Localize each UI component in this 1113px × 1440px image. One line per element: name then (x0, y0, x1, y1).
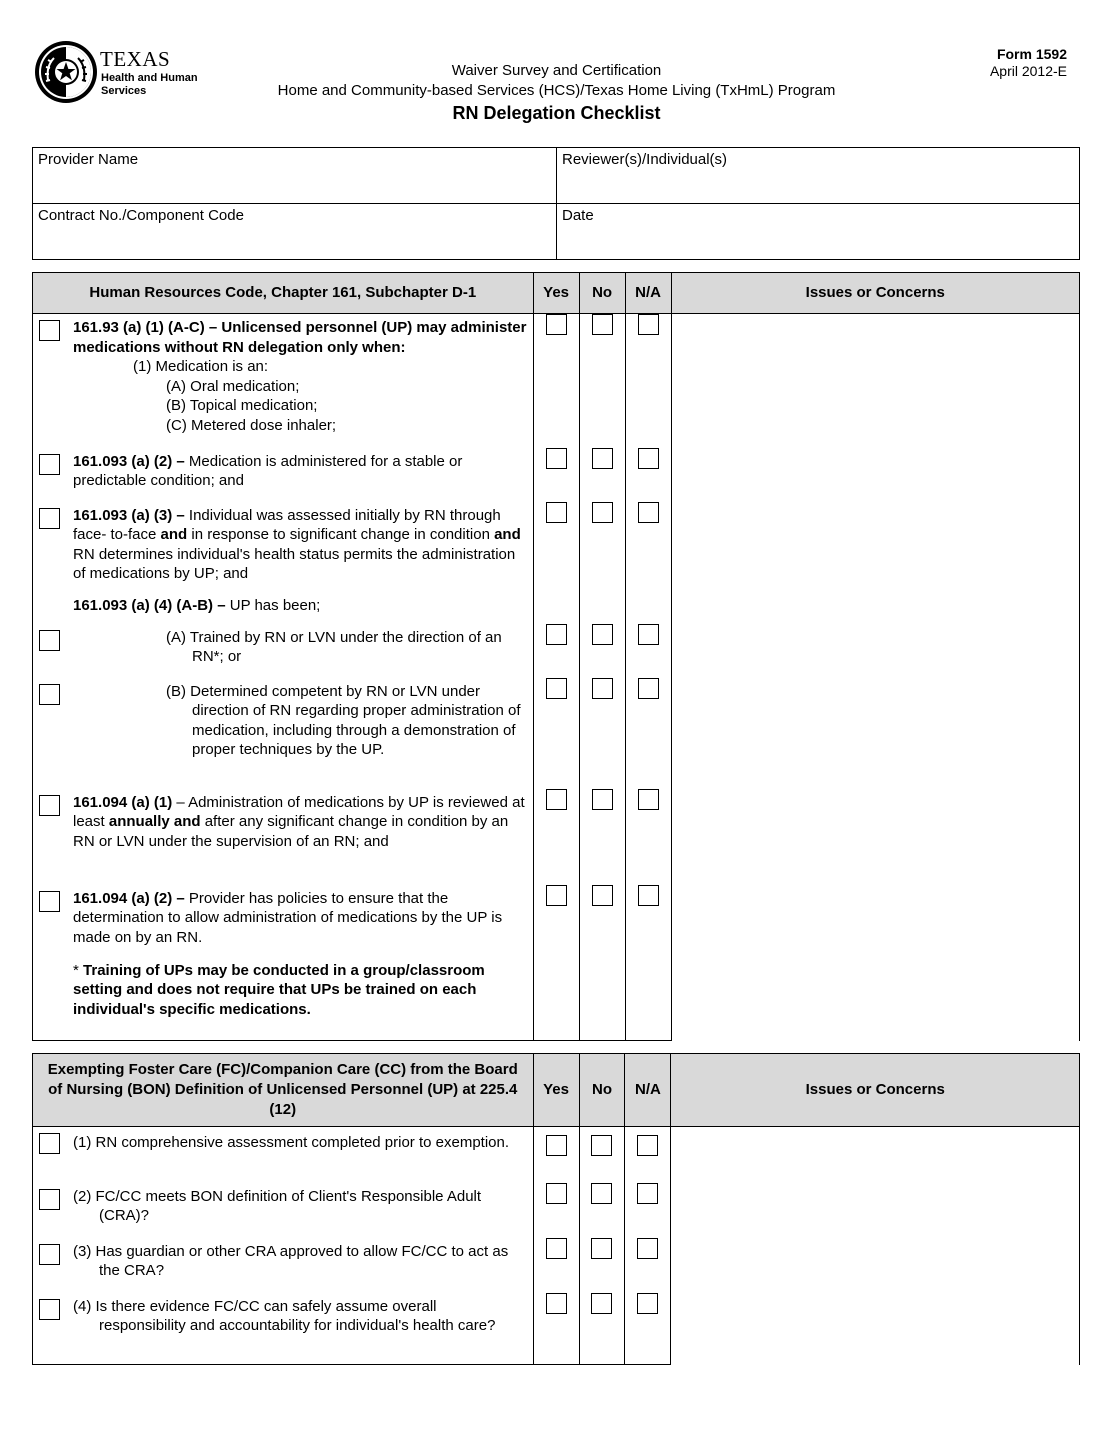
item-emphasis: annually and (108, 813, 201, 831)
form-number: Form 1592 (996, 46, 1067, 62)
row-checkbox[interactable] (39, 684, 60, 705)
yes-checkbox[interactable] (546, 448, 567, 469)
no-checkbox[interactable] (592, 678, 613, 699)
item-text: after any significant change in condition by an RN or LVN under the supervision of an RN; and (73, 813, 509, 850)
yes-checkbox[interactable] (546, 624, 567, 645)
col-na-header: N/A (625, 273, 671, 314)
item-text: Medication is administered for a stable or predictable condition; and (73, 452, 463, 490)
contract-no-label: Contract No./Component Code (38, 207, 244, 224)
na-checkbox[interactable] (637, 1238, 658, 1259)
na-checkbox[interactable] (637, 1293, 658, 1314)
form-number-block (990, 46, 1067, 80)
item-code: 161.093 (a) (4) (A-B) – (73, 596, 226, 614)
na-checkbox[interactable] (638, 678, 659, 699)
item-text: (2) FC/CC meets BON definition of Client's Responsible Adult (CRA)? (73, 1187, 482, 1225)
contract-no-field[interactable] (33, 204, 557, 260)
item-code: 161.93 (a) (1) (A-C) – Unlicensed personnel (UP) may administer medications without RN delegation only when: (73, 319, 527, 356)
date-field[interactable] (557, 204, 1080, 260)
item-text: UP has been; (225, 596, 321, 614)
footnote-text: Training of UPs may be conducted in a group/classroom setting and does not require that UPs be trained on each individual's specific medications. (73, 961, 485, 1018)
col-no-header: No (579, 273, 625, 314)
na-checkbox[interactable] (637, 1135, 658, 1156)
row-checkbox[interactable] (39, 1133, 60, 1154)
na-checkbox[interactable] (638, 314, 659, 335)
no-checkbox[interactable] (591, 1135, 612, 1156)
item-code: 161.093 (a) (2) – (73, 452, 185, 470)
item-text: (B) Determined competent by RN or LVN under direction of RN regarding proper administration of medication, including through a demonstration of proper techniques by the UP. (166, 682, 521, 759)
col-yes-header: Yes (533, 1054, 579, 1127)
item-code: 161.094 (a) (1) (73, 793, 173, 811)
na-checkbox[interactable] (638, 789, 659, 810)
item-text: RN determines individual's health status permits the administration of medications by UP; and (73, 545, 516, 583)
yes-checkbox[interactable] (546, 885, 567, 906)
table-row (33, 314, 1080, 448)
na-checkbox[interactable] (638, 502, 659, 523)
table-row (33, 1127, 1080, 1183)
item-sub: (1) Medication is an: (133, 358, 269, 376)
na-checkbox[interactable] (638, 624, 659, 645)
row-checkbox[interactable] (39, 508, 60, 529)
logo-title: TEXAS (100, 47, 171, 71)
col-no-header: No (579, 1054, 625, 1127)
row-checkbox[interactable] (39, 320, 60, 341)
page-title: RN Delegation Checklist (452, 103, 661, 123)
na-checkbox[interactable] (637, 1183, 658, 1204)
row-checkbox[interactable] (39, 891, 60, 912)
col-issues-header: Issues or Concerns (671, 273, 1079, 314)
info-table (32, 147, 1080, 260)
logo-subtitle-line2: Services (101, 85, 147, 97)
section2-header: Exempting Foster Care (FC)/Companion Care (CC) from the Board of Nursing (BON) Definition of Unlicensed Personnel (UP) at 225.4 (12) (33, 1054, 534, 1127)
col-na-header: N/A (625, 1054, 671, 1127)
no-checkbox[interactable] (592, 624, 613, 645)
no-checkbox[interactable] (592, 314, 613, 335)
section2-table (32, 1053, 1080, 1365)
row-checkbox[interactable] (39, 1189, 60, 1210)
section1-table (32, 272, 1080, 1041)
item-text: (A) Trained by RN or LVN under the direction of an RN*; or (166, 628, 502, 666)
no-checkbox[interactable] (591, 1293, 612, 1314)
na-checkbox[interactable] (638, 885, 659, 906)
item-text: Provider has policies to ensure that the determination to allow administration of medications by the UP is made on by an RN. (73, 889, 503, 946)
item-text: Individual was assessed initially by RN through face- to-face (73, 506, 501, 544)
no-checkbox[interactable] (592, 885, 613, 906)
reviewers-label: Reviewer(s)/Individual(s) (562, 151, 728, 168)
item-sub: (C) Metered dose inhaler; (166, 416, 337, 434)
reviewers-field[interactable] (557, 148, 1080, 204)
footnote-star: * (73, 961, 84, 979)
item-emphasis: and (160, 526, 188, 544)
header-line2: Home and Community-based Services (HCS)/Texas Home Living (TxHmL) Program (277, 82, 836, 99)
provider-name-field[interactable] (33, 148, 557, 204)
no-checkbox[interactable] (592, 789, 613, 810)
section1-header: Human Resources Code, Chapter 161, Subchapter D-1 (33, 273, 534, 314)
date-label: Date (562, 207, 594, 224)
yes-checkbox[interactable] (546, 678, 567, 699)
form-date: April 2012-E (989, 63, 1067, 79)
item-sub: (A) Oral medication; (166, 377, 300, 395)
no-checkbox[interactable] (591, 1183, 612, 1204)
item-text: in response to significant change in condition (187, 526, 495, 544)
row-checkbox[interactable] (39, 1299, 60, 1320)
row-checkbox[interactable] (39, 1244, 60, 1265)
row-checkbox[interactable] (39, 454, 60, 475)
yes-checkbox[interactable] (546, 502, 567, 523)
item-code: 161.094 (a) (2) – (73, 889, 185, 907)
item-code: 161.093 (a) (3) – (73, 506, 185, 524)
row-checkbox[interactable] (39, 630, 60, 651)
col-issues-header: Issues or Concerns (671, 1054, 1080, 1127)
yes-checkbox[interactable] (546, 1183, 567, 1204)
no-checkbox[interactable] (592, 502, 613, 523)
row-checkbox[interactable] (39, 795, 60, 816)
provider-name-label: Provider Name (38, 151, 139, 168)
col-yes-header: Yes (533, 273, 579, 314)
item-sub: (B) Topical medication; (166, 397, 318, 415)
item-text: (4) Is there evidence FC/CC can safely assume overall responsibility and accountability for individual's health care? (73, 1297, 496, 1335)
no-checkbox[interactable] (592, 448, 613, 469)
yes-checkbox[interactable] (546, 314, 567, 335)
yes-checkbox[interactable] (546, 1135, 567, 1156)
no-checkbox[interactable] (591, 1238, 612, 1259)
header-line1: Waiver Survey and Certification (451, 62, 662, 79)
logo-subtitle-line1: Health and Human (101, 72, 198, 84)
item-emphasis: and (494, 526, 521, 544)
yes-checkbox[interactable] (546, 1238, 567, 1259)
na-checkbox[interactable] (638, 448, 659, 469)
yes-checkbox[interactable] (546, 789, 567, 810)
item-text: (1) RN comprehensive assessment completed prior to exemption. (73, 1134, 510, 1151)
yes-checkbox[interactable] (546, 1293, 567, 1314)
issues-cell[interactable] (671, 1127, 1080, 1365)
item-text: – Administration of medications by UP is reviewed at least (73, 793, 525, 831)
item-text: (3) Has guardian or other CRA approved to allow FC/CC to act as the CRA? (73, 1242, 509, 1280)
issues-cell[interactable] (671, 314, 1079, 1041)
